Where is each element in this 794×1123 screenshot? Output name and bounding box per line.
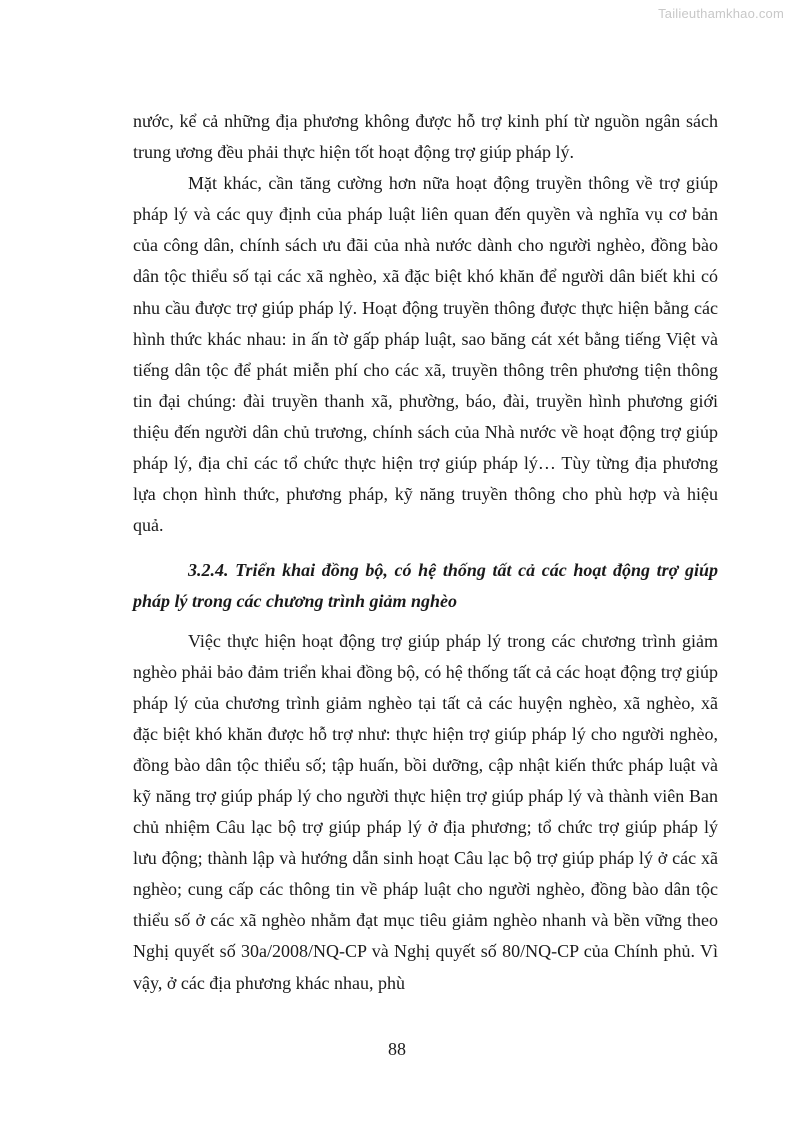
paragraph-continuation: nước, kể cả những địa phương không được hỗ trợ kinh phí từ nguồn ngân sách trung ương đều phải thực hiện tốt hoạt động trợ giúp pháp lý. [133, 111, 718, 163]
document-body [133, 106, 718, 999]
watermark-text: Tailieuthamkhao.com [658, 6, 784, 21]
section-heading: 3.2.4. Triển khai đồng bộ, có hệ thống tất cả các hoạt động trợ giúp pháp lý trong các chương trình giảm nghèo [133, 560, 718, 612]
page-number: 88 [388, 1039, 406, 1059]
paragraph-implementation: Việc thực hiện hoạt động trợ giúp pháp lý trong các chương trình giảm nghèo phải bảo đảm triển khai đồng bộ, có hệ thống tất cả các hoạt động trợ giúp pháp lý của chương trình giảm nghèo tại tất cả các huyện nghèo, xã nghèo, xã đặc biệt khó khăn được hỗ trợ như: thực hiện trợ giúp pháp lý cho người nghèo, đồng bào dân tộc thiểu số; tập huấn, bồi dưỡng, cập nhật kiến thức pháp luật và kỹ năng trợ giúp pháp lý cho người thực hiện trợ giúp pháp lý và thành viên Ban chủ nhiệm Câu lạc bộ trợ giúp pháp lý ở địa phương; tổ chức trợ giúp pháp lý lưu động; thành lập và hướng dẫn sinh hoạt Câu lạc bộ trợ giúp pháp lý ở các xã nghèo; cung cấp các thông tin về pháp luật cho người nghèo, đồng bào dân tộc thiểu số ở các xã nghèo nhằm đạt mục tiêu giảm nghèo nhanh và bền vững theo Nghị quyết số 30a/2008/NQ-CP và Nghị quyết số 80/NQ-CP của Chính phủ. Vì vậy, ở các địa phương khác nhau, phù [133, 630, 718, 993]
paragraph-communication: Mặt khác, cần tăng cường hơn nữa hoạt động truyền thông về trợ giúp pháp lý và các quy định của pháp luật liên quan đến quyền và nghĩa vụ cơ bản của công dân, chính sách ưu đãi của nhà nước dành cho người nghèo, đồng bào dân tộc thiểu số tại các xã nghèo, xã đặc biệt khó khăn để người dân biết khi có nhu cầu được trợ giúp pháp lý. Hoạt động truyền thông được thực hiện bằng các hình thức khác nhau: in ấn tờ gấp pháp luật, sao băng cát xét bằng tiếng Việt và tiếng dân tộc để phát miễn phí cho các xã, truyền thông trên phương tiện thông tin đại chúng: đài truyền thanh xã, phường, báo, đài, truyền hình phương giới thiệu đến người dân chủ trương, chính sách của Nhà nước về hoạt động trợ giúp pháp lý, địa chỉ các tổ chức thực hiện trợ giúp pháp lý… Tùy từng địa phương lựa chọn hình thức, phương pháp, kỹ năng truyền thông cho phù hợp và hiệu quả. [133, 173, 718, 536]
